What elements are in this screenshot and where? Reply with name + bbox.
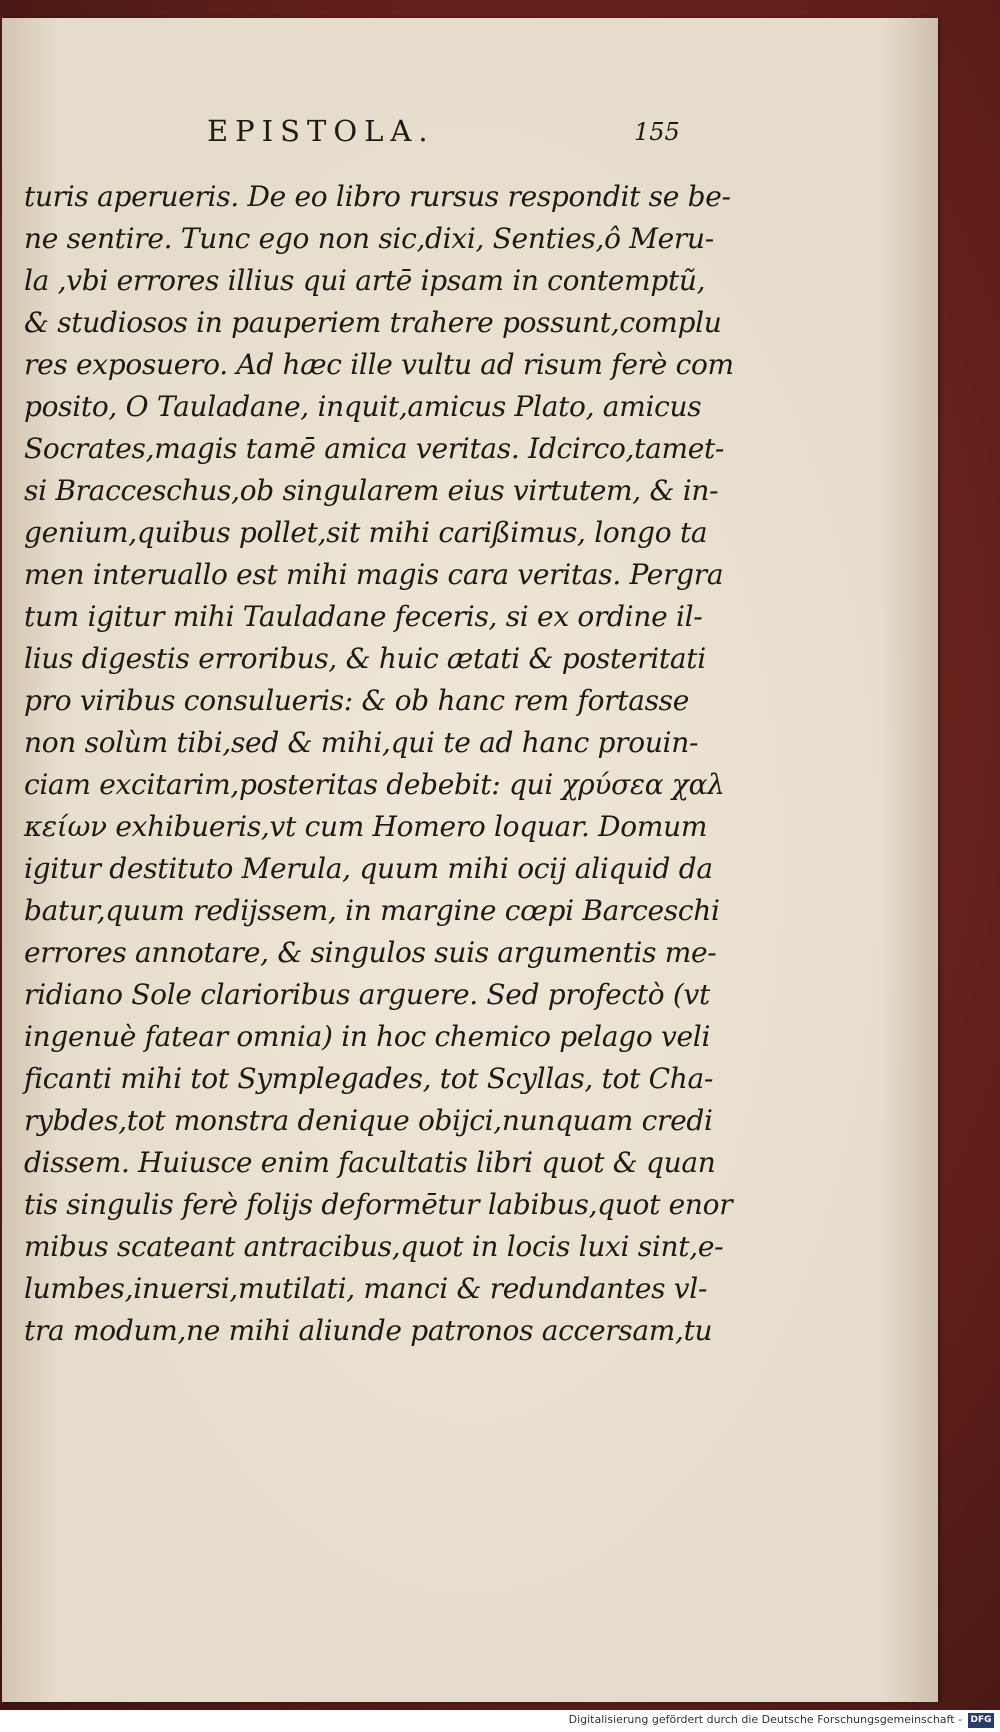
dfg-logo-icon: DFG (968, 1713, 994, 1728)
text-line: tra modum,ne mihi aliunde patronos accersam,tu (24, 1314, 713, 1347)
text-line: res exposuero. Ad hæc ille vultu ad risum ferè com (24, 348, 734, 381)
running-head (2, 114, 938, 154)
text-line: batur,quum redijssem, in margine cœpi Barceschi (24, 894, 720, 927)
text-line: igitur destituto Merula, quum mihi ocij aliquid da (24, 852, 713, 885)
text-line: lius digestis erroribus, & huic ætati & posteritati (24, 642, 706, 675)
text-line: si Bracceschus,ob singularem eius virtutem, & in- (24, 474, 719, 507)
text-line: ne sentire. Tunc ego non sic,dixi, Senties,ô Meru- (24, 222, 714, 255)
text-line: mibus scateant antracibus,quot in locis luxi sint,e- (24, 1230, 724, 1263)
text-line: κείων exhibueris,vt cum Homero loquar. Domum (24, 810, 708, 843)
text-line: la ,vbi errores illius qui artē ipsam in contemptũ, (24, 264, 706, 297)
text-line: & studiosos in pauperiem trahere possunt,complu (24, 306, 722, 339)
text-line: ingenuè fatear omnia) in hoc chemico pelago veli (24, 1020, 711, 1053)
text-line: turis aperueris. De eo libro rursus respondit se be- (24, 180, 731, 213)
text-line: tum igitur mihi Tauladane feceris, si ex ordine il- (24, 600, 703, 633)
text-line: men interuallo est mihi magis cara veritas. Pergra (24, 558, 724, 591)
text-line: tis singulis ferè folijs deformētur labibus,quot enor (24, 1188, 733, 1221)
footer-bar (0, 1710, 1000, 1732)
book-page (2, 18, 938, 1702)
text-line: rybdes,tot monstra denique obijci,nunquam credi (24, 1104, 713, 1137)
text-line: ridiano Sole clarioribus arguere. Sed profectò (vt (24, 978, 710, 1011)
text-line: Socrates,magis tamē amica veritas. Idcirco,tamet- (24, 432, 725, 465)
body-text (24, 176, 734, 1352)
page-number: 155 (634, 118, 680, 146)
text-line: pro viribus consulueris: & ob hanc rem fortasse (24, 684, 689, 717)
text-line: posito, O Tauladane, inquit,amicus Plato, amicus (24, 390, 702, 423)
funding-credit: Digitalisierung gefördert durch die Deutsche Forschungsgemeinschaft - (568, 1713, 962, 1726)
text-line: ficanti mihi tot Symplegades, tot Scyllas, tot Cha- (24, 1062, 714, 1095)
text-line: dissem. Huiusce enim facultatis libri quot & quan (24, 1146, 716, 1179)
text-line: ciam excitarim,posteritas debebit: qui χρύσεα χαλ (24, 768, 725, 801)
text-line: non solùm tibi,sed & mihi,qui te ad hanc prouin- (24, 726, 699, 759)
running-title: EPISTOLA. (207, 114, 435, 148)
text-line: errores annotare, & singulos suis argumentis me- (24, 936, 717, 969)
text-line: lumbes,inuersi,mutilati, manci & redundantes vl- (24, 1272, 708, 1305)
text-line: genium,quibus pollet,sit mihi carißimus, longo ta (24, 516, 708, 549)
